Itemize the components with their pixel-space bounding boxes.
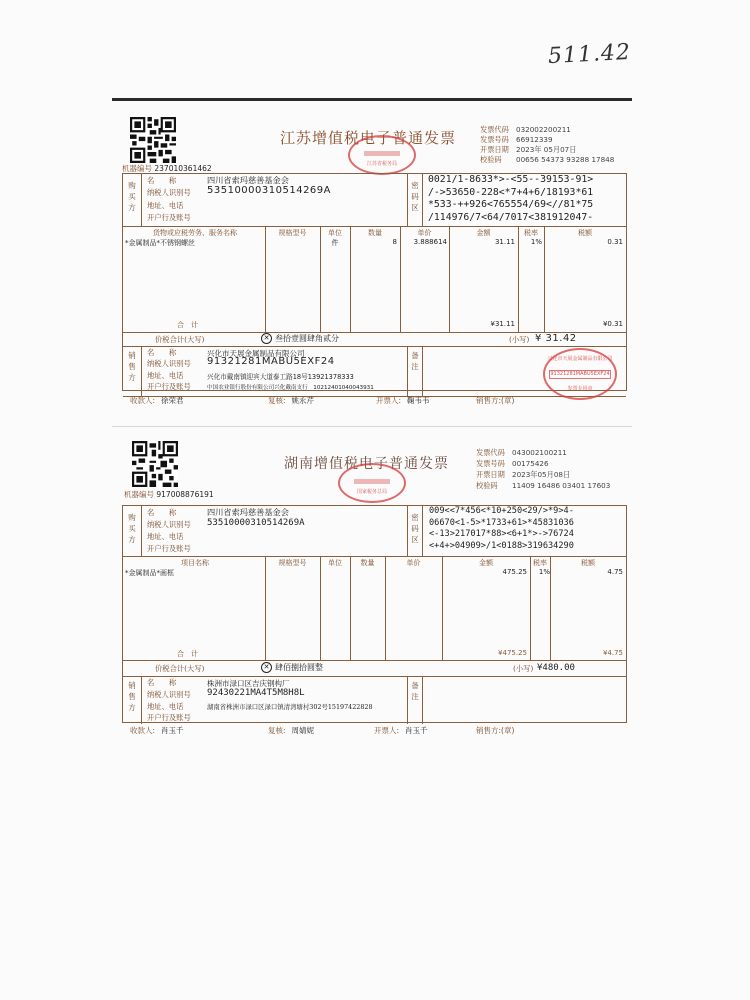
cipher-area: [429, 506, 574, 552]
buyer-bank-label: 开户行及账号: [147, 213, 191, 222]
buyer-tax-label: 纳税人识别号: [147, 188, 191, 197]
invoice-stamp: [543, 348, 617, 400]
item-amount: 31.11: [494, 238, 515, 246]
machine-no-label: 机器编号: [124, 490, 154, 499]
seller-address-label: 地址、电话: [147, 371, 184, 380]
signature-reviewer: 复核: 周婧妮: [268, 726, 315, 735]
sum-small: ¥480.00: [537, 663, 575, 673]
total-amount: ¥475.25: [498, 649, 527, 657]
seller-tax-label: 纳税人识别号: [147, 690, 191, 699]
machine-no: 917008876191: [156, 490, 214, 499]
item-unit: 件: [331, 239, 339, 247]
meta-label: 发票代码: [480, 125, 509, 134]
signature-payee: 收款人: 肖玉千: [130, 726, 184, 735]
invoice-date: 2023年 05月07日: [516, 145, 577, 154]
invoice-meta: [476, 447, 610, 491]
meta-label: 开票日期: [480, 145, 509, 154]
col-header-qty: 数量: [368, 229, 382, 237]
seller-tax-id: 91321281MABU5EXF24: [207, 356, 335, 367]
seller-bank-label: 开户行及账号: [147, 713, 191, 722]
buyer-tax-id: 53510000310514269A: [207, 185, 331, 196]
handwritten-amount-note: 511.42: [547, 39, 632, 70]
invoice-table: [122, 173, 627, 391]
signature-reviewer: 复核: 姚永芹: [268, 396, 315, 405]
col-header-spec: 规格型号: [278, 559, 307, 567]
buyer-address-label: 地址、电话: [147, 201, 184, 210]
check-code: 11409 16486 03401 17603: [512, 481, 611, 490]
meta-label: 发票号码: [476, 459, 505, 468]
item-tax: 0.31: [607, 238, 623, 246]
meta-label: 校验码: [476, 481, 498, 490]
buyer-name-label: 名 称: [147, 508, 177, 517]
seller-name-label: 名 称: [147, 678, 177, 687]
cipher-area: [428, 174, 593, 224]
total-amount: ¥31.11: [490, 320, 515, 328]
col-header-rate: 税率: [524, 229, 538, 237]
invoice-code: 032002200211: [516, 125, 571, 134]
cipher-side-label: 密码区: [411, 181, 419, 212]
seller-side-label: 销售方: [128, 681, 136, 712]
cipher-side-label: 密码区: [411, 513, 419, 544]
seller-address: 兴化市戴南镇迎宾大道泰工路18号13921378333: [207, 373, 354, 381]
item-name: *金属制品*不锈钢螺丝: [125, 239, 195, 247]
invoice-hunan: [112, 426, 632, 761]
col-header-unit: 单位: [328, 229, 342, 237]
cross-circle-icon: ✕: [261, 662, 272, 673]
notes-label: 备注: [411, 351, 419, 371]
seal-text: 江苏省税务局: [366, 161, 397, 167]
seller-name: 兴化市天展金属制品有限公司: [207, 349, 305, 358]
item-qty: 8: [392, 238, 397, 246]
col-header-tax: 税额: [578, 229, 592, 237]
seller-bank: 中国农业银行股份有限公司兴化戴南支行 10212401040043931: [207, 385, 374, 391]
buyer-name-label: 名 称: [147, 176, 177, 185]
seller-tax-id: 92430221MA4T5M8H8L: [207, 688, 305, 698]
item-amount: 475.25: [502, 568, 527, 576]
cipher-line: /->53650-228<*7+4+6/18193*61: [428, 186, 594, 198]
invoice-meta: [480, 125, 614, 165]
buyer-tax-id: 53510000310514269A: [207, 518, 305, 528]
item-name: *金属制品*画框: [125, 569, 174, 577]
seller-tax-label: 纳税人识别号: [147, 359, 191, 368]
buyer-address-label: 地址、电话: [147, 532, 184, 541]
invoice-date: 2023年05月08日: [512, 470, 571, 479]
col-header-rate: 税率: [533, 559, 547, 567]
seller-address: 湖南省株洲市渌口区渌口镇清湾塘村302号15197422828: [207, 703, 373, 711]
invoice-number: 00175426: [512, 459, 549, 468]
col-header-price: 单价: [406, 559, 421, 567]
col-header-name: 项目名称: [181, 559, 209, 567]
invoice-jiangsu: [112, 98, 632, 407]
cross-circle-icon: ✕: [261, 333, 272, 344]
col-header-amount: 金额: [479, 559, 493, 567]
sum-in-words: [261, 333, 339, 344]
cipher-line: 009<<7*456<*10+250<29/>*9>4-: [429, 506, 574, 516]
col-header-amount: 金额: [476, 229, 491, 237]
sum-label: 价税合计(大写): [155, 664, 205, 673]
col-header-spec: 规格型号: [278, 229, 307, 237]
col-header-unit: 单位: [328, 559, 342, 567]
signature-seller: 销售方:(章): [476, 396, 515, 405]
sum-in-words: [261, 662, 323, 673]
cipher-line: 0021/1-8633*>-<55--39153-91>: [428, 174, 594, 185]
tax-bureau-seal: [338, 463, 406, 503]
sum-label: 价税合计(大写): [155, 335, 205, 344]
signature-payee: 收款人: 徐荣君: [130, 396, 184, 405]
item-tax: 4.75: [607, 568, 623, 576]
buyer-side-label: 购买方: [128, 181, 136, 212]
buyer-side-label: 购买方: [128, 513, 136, 544]
signature-issuer: 开票人: 肖玉千: [374, 726, 428, 735]
col-header-tax: 税额: [581, 559, 595, 567]
machine-no: 237010361462: [154, 164, 212, 173]
item-rate: 1%: [538, 568, 550, 576]
seller-side-label: 销售方: [128, 351, 136, 382]
machine-no-label: 机器编号: [122, 164, 152, 173]
col-header-qty: 数量: [360, 559, 375, 567]
cipher-line: 06670<1-5>*1733+61>*45831036: [429, 517, 574, 528]
meta-label: 发票号码: [480, 135, 509, 144]
seller-address-label: 地址、电话: [147, 702, 184, 711]
tax-bureau-seal: [348, 135, 416, 175]
sum-small-label: (小写): [509, 335, 530, 344]
seal-text: 国家税务总局: [356, 489, 387, 495]
sum-words: 肆佰捌拾圆整: [275, 663, 323, 672]
meta-label: 发票代码: [476, 448, 505, 457]
item-price: 3.888614: [413, 238, 447, 246]
total-tax: ¥4.75: [602, 649, 623, 657]
invoice-code: 043002100211: [512, 448, 567, 457]
sum-small-label: (小写): [513, 664, 534, 673]
seller-name-label: 名 称: [147, 348, 177, 357]
meta-label: 校验码: [480, 155, 502, 164]
signature-issuer: 开票人: 鞠韦韦: [376, 396, 430, 405]
total-tax: ¥0.31: [602, 320, 623, 328]
buyer-name: 四川省索玛慈善基金会: [207, 175, 289, 185]
seller-bank-label: 开户行及账号: [147, 382, 191, 391]
buyer-name: 四川省索玛慈善基金会: [207, 507, 289, 517]
cipher-line: <+4+>04909>/1<0188>319634290: [429, 540, 574, 551]
qr-code-icon: [130, 117, 176, 163]
invoice-title: 湖南增值税电子普通发票: [284, 456, 449, 472]
sum-small: ¥ 31.42: [535, 333, 577, 344]
invoice-title: 江苏增值税电子普通发票: [280, 129, 457, 147]
sum-words: 叁拾壹圆肆角贰分: [275, 334, 339, 343]
buyer-bank-label: 开户行及账号: [147, 544, 191, 553]
stamp-caption: 发票专用章: [567, 386, 593, 392]
qr-code-icon: [132, 441, 178, 487]
item-rate: 1%: [530, 238, 542, 246]
meta-label: 开票日期: [476, 470, 505, 479]
total-label: 合 计: [177, 650, 198, 658]
buyer-tax-label: 纳税人识别号: [147, 520, 191, 529]
col-header-name: 货物或应税劳务、服务名称: [153, 229, 237, 237]
check-code: 00656 54373 93288 17848: [516, 155, 615, 164]
invoice-table: [122, 505, 627, 723]
seller-name: 株洲市渌口区吉庆钢构厂: [207, 679, 290, 688]
col-header-price: 单价: [417, 229, 432, 237]
invoice-number: 66912339: [516, 135, 553, 144]
total-label: 合 计: [177, 321, 198, 329]
stamp-company: 兴化市天展金属制品有限公司: [547, 356, 613, 362]
cipher-line: /114976/7<64/7017<381912047-: [428, 211, 594, 223]
signature-seller: 销售方:(章): [476, 726, 515, 735]
stamp-id: 91321281MABU5EXF24: [550, 371, 610, 377]
cipher-line: <-13>217017*88><6+1*>->76724: [429, 529, 574, 539]
cipher-line: *533-++926<765554/69<//81*75: [428, 199, 594, 210]
notes-label: 备注: [411, 681, 419, 701]
